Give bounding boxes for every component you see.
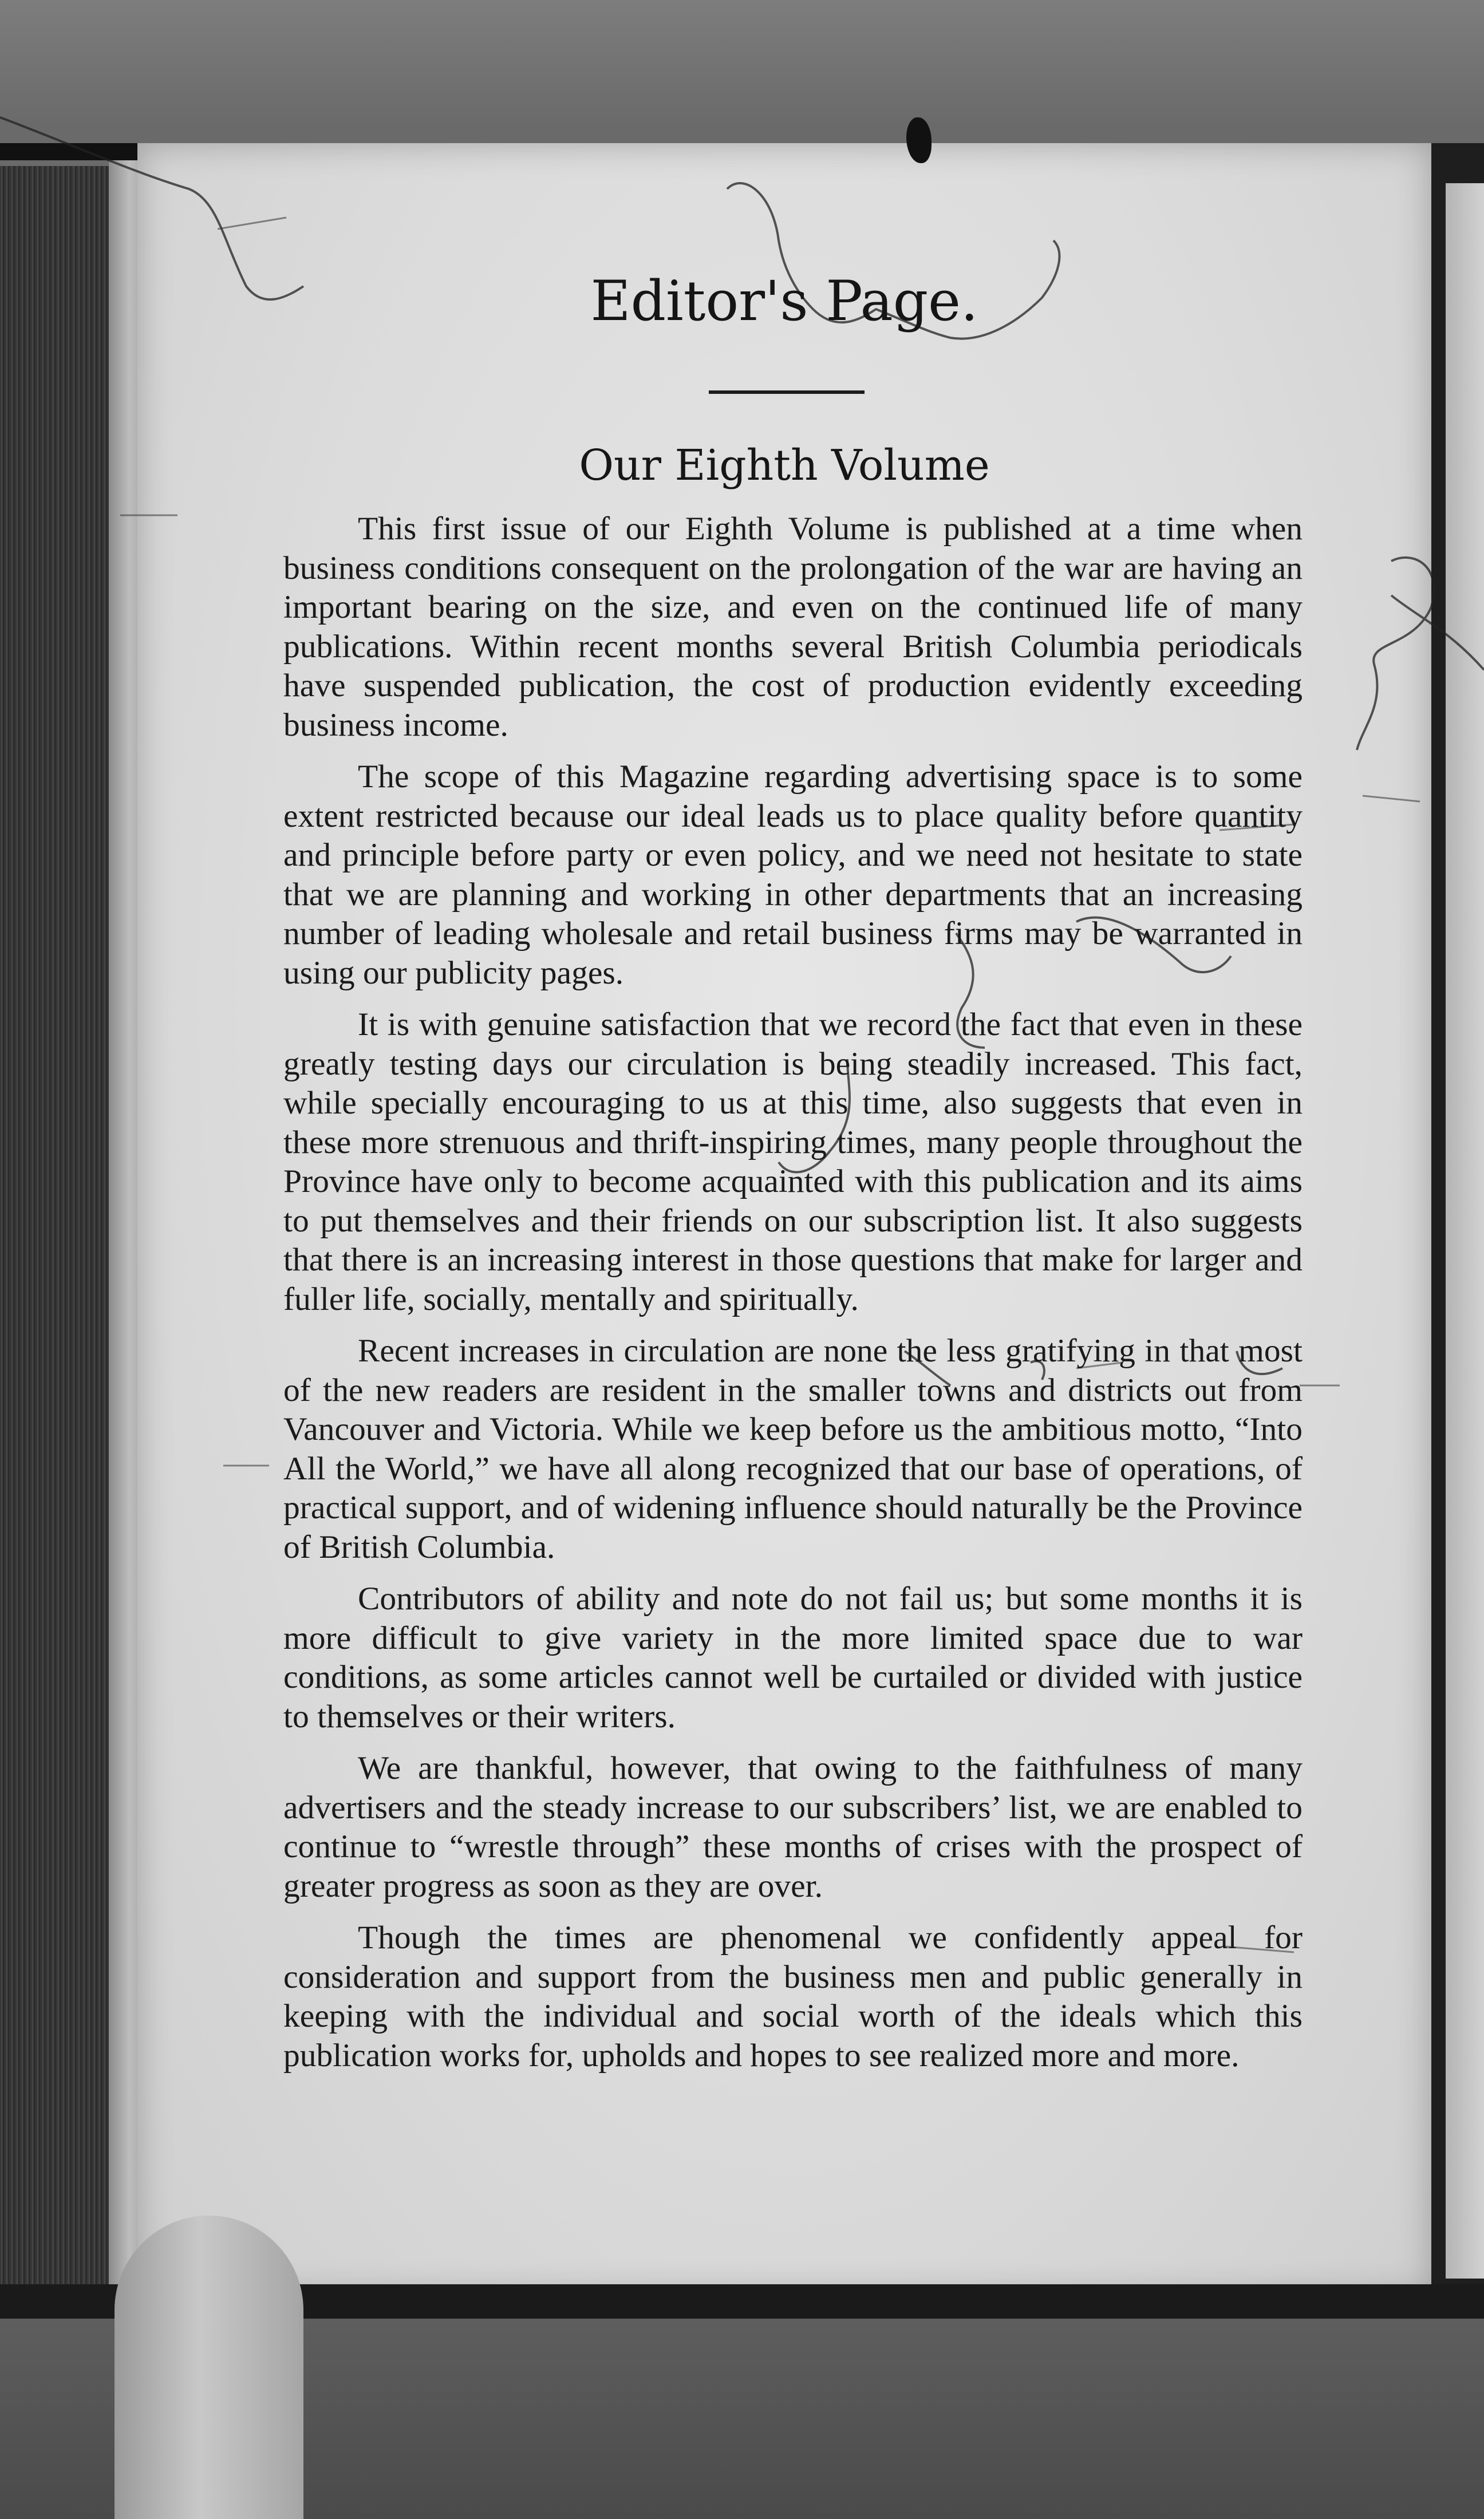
paragraph: Recent increases in circulation are none the less gratifying in that most of the new readers are resident in the smaller towns and districts out from Vancouver and Victoria. While we keep before us the ambitious motto, “Into All the World,” we have all along recognized that our base of operations, of practical support, and of widening influence should naturally be the Province of British Columbia. bbox=[283, 1333, 1303, 1565]
page-title: Editor's Page. bbox=[590, 269, 978, 333]
paragraph: This first issue of our Eighth Volume is published at a time when business conditions consequent on the prolongation of the war are having an important bearing on the size, and even on the continued life of many publications. Within recent months several British Columbia periodicals have suspended publication, the cost of production evidently exceeding business income. bbox=[283, 511, 1303, 743]
paragraph: Though the times are phenomenal we confidently appeal for consideration and support from the business men and public generally in keeping with the individual and social worth of the ideals which this publication works for, upholds and hopes to see realized more and more. bbox=[283, 1920, 1303, 2074]
title-divider bbox=[709, 390, 865, 394]
paragraph: The scope of this Magazine regarding advertising space is to some extent restricted because our ideal leads us to place quality before quantity and principle before party or even policy, and we need not hesitate to state that we are planning and working in other departments that an increasing number of leading wholesale and retail business firms may be warranted in using our publicity pages. bbox=[283, 759, 1303, 991]
paragraph: It is with genuine satisfaction that we record the fact that even in these greatly testing days our circulation is being steadily increased. This fact, while specially encouraging to us at this time, also suggests that even in these more strenuous and thrift-inspiring times, many people throughout the Province have only to become acquainted with this publication and its aims to put themselves and their friends on our subscription list. It also suggests that there is an increasing interest in those questions that make for larger and fuller life, socially, mentally and spiritually. bbox=[283, 1006, 1303, 1317]
article-body bbox=[283, 510, 1303, 2088]
section-title: Our Eighth Volume bbox=[579, 441, 990, 490]
paragraph: Contributors of ability and note do not fail us; but some months it is more difficult to give variety in the more limited space due to war conditions, as some articles cannot well be curtailed or divided with justice to themselves or their writers. bbox=[283, 1581, 1303, 1735]
paragraph: We are thankful, however, that owing to the faithfulness of many advertisers and the steady increase to our subscribers’ list, we are enabled to continue to “wrestle through” these months of crises with the prospect of greater progress as soon as they are over. bbox=[283, 1750, 1303, 1904]
